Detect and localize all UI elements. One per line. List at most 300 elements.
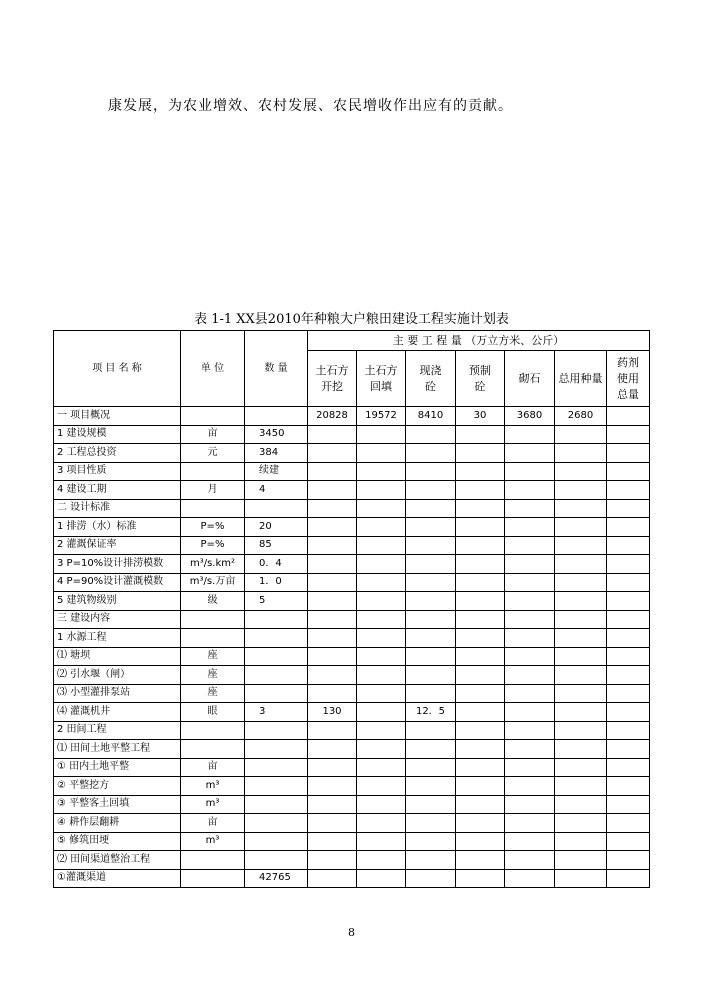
row-value bbox=[456, 518, 505, 537]
row-name: ⑵ 田间渠道整治工程 bbox=[54, 851, 181, 870]
row-value bbox=[357, 647, 406, 666]
row-value bbox=[357, 518, 406, 537]
row-name: ⑴ 塘坝 bbox=[54, 647, 181, 666]
row-unit bbox=[181, 407, 245, 426]
row-quantity: 384 bbox=[245, 444, 308, 463]
row-value bbox=[357, 851, 406, 870]
row-value bbox=[505, 666, 555, 685]
row-name: ① 田内土地平整 bbox=[54, 758, 181, 777]
row-value bbox=[505, 610, 555, 629]
row-value bbox=[555, 444, 607, 463]
row-value bbox=[406, 592, 456, 611]
row-unit: 元 bbox=[181, 444, 245, 463]
row-value bbox=[357, 666, 406, 685]
row-value: 3680 bbox=[505, 407, 555, 426]
row-value bbox=[357, 610, 406, 629]
row-quantity: 3450 bbox=[245, 425, 308, 444]
row-unit: 月 bbox=[181, 481, 245, 500]
table-row bbox=[54, 647, 650, 666]
row-value bbox=[456, 869, 505, 888]
row-value bbox=[607, 629, 650, 648]
row-value bbox=[555, 777, 607, 796]
table-row bbox=[54, 573, 650, 592]
row-value bbox=[456, 795, 505, 814]
row-value bbox=[505, 869, 555, 888]
row-unit bbox=[181, 462, 245, 481]
row-value bbox=[406, 462, 456, 481]
row-quantity bbox=[245, 777, 308, 796]
row-value bbox=[308, 832, 357, 851]
row-value bbox=[406, 684, 456, 703]
row-value bbox=[555, 869, 607, 888]
row-value bbox=[456, 573, 505, 592]
row-value bbox=[357, 499, 406, 518]
row-value bbox=[505, 462, 555, 481]
row-name: 3 项目性质 bbox=[54, 462, 181, 481]
row-name: ①灌溉渠道 bbox=[54, 869, 181, 888]
row-value bbox=[357, 721, 406, 740]
table-row bbox=[54, 740, 650, 759]
row-value bbox=[357, 758, 406, 777]
row-value bbox=[308, 629, 357, 648]
row-value bbox=[505, 758, 555, 777]
table-row bbox=[54, 721, 650, 740]
row-value bbox=[505, 518, 555, 537]
row-value bbox=[456, 629, 505, 648]
row-name: 一 项目概况 bbox=[54, 407, 181, 426]
row-quantity bbox=[245, 814, 308, 833]
row-value bbox=[505, 814, 555, 833]
row-name: ② 平整挖方 bbox=[54, 777, 181, 796]
row-value bbox=[555, 851, 607, 870]
row-quantity: 20 bbox=[245, 518, 308, 537]
row-value bbox=[555, 629, 607, 648]
row-unit bbox=[181, 869, 245, 888]
row-value bbox=[505, 703, 555, 722]
row-value bbox=[406, 444, 456, 463]
row-value: 12．5 bbox=[406, 703, 456, 722]
row-value bbox=[308, 573, 357, 592]
row-value bbox=[555, 795, 607, 814]
row-value bbox=[607, 814, 650, 833]
row-value bbox=[456, 425, 505, 444]
row-value bbox=[308, 647, 357, 666]
row-name: ⑶ 小型灌排泵站 bbox=[54, 684, 181, 703]
table-row bbox=[54, 869, 650, 888]
row-quantity bbox=[245, 758, 308, 777]
row-quantity: 3 bbox=[245, 703, 308, 722]
row-value bbox=[406, 795, 456, 814]
row-value bbox=[456, 444, 505, 463]
table-row bbox=[54, 425, 650, 444]
row-unit: m³ bbox=[181, 832, 245, 851]
row-value bbox=[555, 703, 607, 722]
table-row bbox=[54, 666, 650, 685]
row-value bbox=[406, 814, 456, 833]
row-value bbox=[308, 721, 357, 740]
header-subcol: 砌石 bbox=[505, 351, 555, 407]
table-row bbox=[54, 462, 650, 481]
table-row bbox=[54, 832, 650, 851]
row-value bbox=[456, 703, 505, 722]
row-value bbox=[607, 462, 650, 481]
row-value bbox=[357, 444, 406, 463]
row-value bbox=[555, 536, 607, 555]
row-value bbox=[456, 814, 505, 833]
row-value bbox=[357, 481, 406, 500]
row-value bbox=[505, 721, 555, 740]
row-value bbox=[456, 647, 505, 666]
row-value bbox=[555, 610, 607, 629]
table-row bbox=[54, 536, 650, 555]
row-value bbox=[308, 814, 357, 833]
row-quantity: 1．0 bbox=[245, 573, 308, 592]
row-value bbox=[607, 407, 650, 426]
row-value bbox=[308, 555, 357, 574]
row-value bbox=[357, 832, 406, 851]
row-value bbox=[308, 869, 357, 888]
row-value bbox=[456, 499, 505, 518]
row-unit: P=% bbox=[181, 536, 245, 555]
row-unit: 眼 bbox=[181, 703, 245, 722]
row-value bbox=[607, 499, 650, 518]
row-value bbox=[406, 610, 456, 629]
row-value bbox=[607, 536, 650, 555]
row-unit bbox=[181, 721, 245, 740]
row-value bbox=[555, 425, 607, 444]
row-value bbox=[406, 740, 456, 759]
row-value bbox=[308, 740, 357, 759]
row-quantity: 续建 bbox=[245, 462, 308, 481]
row-value bbox=[505, 851, 555, 870]
header-subcol: 总用种量 bbox=[555, 351, 607, 407]
row-value: 8410 bbox=[406, 407, 456, 426]
row-value bbox=[505, 425, 555, 444]
table-row bbox=[54, 499, 650, 518]
row-value bbox=[456, 832, 505, 851]
row-name: ④ 耕作层翻耕 bbox=[54, 814, 181, 833]
row-value bbox=[357, 703, 406, 722]
row-value bbox=[456, 555, 505, 574]
row-value bbox=[406, 425, 456, 444]
row-unit: m³ bbox=[181, 795, 245, 814]
row-value bbox=[456, 851, 505, 870]
row-value bbox=[555, 555, 607, 574]
table-row bbox=[54, 703, 650, 722]
row-value: 20828 bbox=[308, 407, 357, 426]
row-quantity bbox=[245, 851, 308, 870]
row-value bbox=[505, 573, 555, 592]
row-name: ⑵ 引水堰（闸） bbox=[54, 666, 181, 685]
intro-paragraph: 康发展，为农业增效、农村发展、农民增收作出应有的贡献。 bbox=[108, 98, 513, 114]
row-quantity bbox=[245, 629, 308, 648]
row-value bbox=[555, 814, 607, 833]
table-row bbox=[54, 795, 650, 814]
row-quantity bbox=[245, 407, 308, 426]
row-unit: 亩 bbox=[181, 814, 245, 833]
row-quantity bbox=[245, 740, 308, 759]
row-value bbox=[607, 573, 650, 592]
row-unit: 座 bbox=[181, 647, 245, 666]
row-name: 2 工程总投资 bbox=[54, 444, 181, 463]
row-value bbox=[406, 573, 456, 592]
row-value bbox=[308, 777, 357, 796]
row-name: 1 水源工程 bbox=[54, 629, 181, 648]
row-quantity bbox=[245, 666, 308, 685]
row-value bbox=[406, 536, 456, 555]
row-value bbox=[308, 536, 357, 555]
table-row bbox=[54, 629, 650, 648]
row-value bbox=[555, 481, 607, 500]
row-value bbox=[357, 555, 406, 574]
row-unit: P=% bbox=[181, 518, 245, 537]
row-value bbox=[555, 666, 607, 685]
row-value bbox=[456, 592, 505, 611]
row-unit: 座 bbox=[181, 684, 245, 703]
table-row bbox=[54, 592, 650, 611]
row-value bbox=[308, 666, 357, 685]
row-value bbox=[456, 462, 505, 481]
row-value bbox=[357, 536, 406, 555]
row-value bbox=[505, 555, 555, 574]
row-value bbox=[456, 536, 505, 555]
row-value: 130 bbox=[308, 703, 357, 722]
table-row bbox=[54, 758, 650, 777]
row-value bbox=[406, 481, 456, 500]
row-value bbox=[555, 740, 607, 759]
row-value bbox=[308, 851, 357, 870]
row-value bbox=[456, 740, 505, 759]
row-value bbox=[308, 518, 357, 537]
row-name: 4 建设工期 bbox=[54, 481, 181, 500]
row-value bbox=[607, 444, 650, 463]
row-value bbox=[357, 777, 406, 796]
row-value bbox=[607, 647, 650, 666]
row-value bbox=[505, 629, 555, 648]
row-value bbox=[308, 684, 357, 703]
table-row bbox=[54, 851, 650, 870]
row-value bbox=[505, 481, 555, 500]
row-value bbox=[505, 832, 555, 851]
row-quantity bbox=[245, 721, 308, 740]
table-row bbox=[54, 814, 650, 833]
row-unit bbox=[181, 740, 245, 759]
row-value bbox=[607, 703, 650, 722]
row-value bbox=[505, 777, 555, 796]
row-name: ③ 平整客土回填 bbox=[54, 795, 181, 814]
table-row bbox=[54, 444, 650, 463]
row-value bbox=[456, 610, 505, 629]
row-name: 二 设计标准 bbox=[54, 499, 181, 518]
row-value: 2680 bbox=[555, 407, 607, 426]
row-value bbox=[607, 518, 650, 537]
table-row bbox=[54, 407, 650, 426]
row-quantity bbox=[245, 499, 308, 518]
row-value bbox=[406, 832, 456, 851]
row-value bbox=[607, 592, 650, 611]
row-value bbox=[357, 592, 406, 611]
row-value bbox=[406, 666, 456, 685]
row-value bbox=[555, 518, 607, 537]
row-value bbox=[607, 610, 650, 629]
row-value bbox=[607, 740, 650, 759]
row-value bbox=[607, 795, 650, 814]
row-value bbox=[406, 629, 456, 648]
row-quantity: 85 bbox=[245, 536, 308, 555]
row-value bbox=[308, 481, 357, 500]
page-number: 8 bbox=[348, 926, 355, 939]
row-name: 5 建筑物级别 bbox=[54, 592, 181, 611]
table-row bbox=[54, 684, 650, 703]
row-name: ⑤ 修筑田埂 bbox=[54, 832, 181, 851]
row-value bbox=[406, 758, 456, 777]
row-value bbox=[406, 851, 456, 870]
row-value bbox=[406, 518, 456, 537]
row-value bbox=[456, 721, 505, 740]
row-name: 2 灌溉保证率 bbox=[54, 536, 181, 555]
row-value bbox=[607, 869, 650, 888]
header-subcol: 预制砼 bbox=[456, 351, 505, 407]
row-value bbox=[555, 573, 607, 592]
row-value bbox=[308, 758, 357, 777]
row-name: 1 排涝（水）标准 bbox=[54, 518, 181, 537]
row-quantity bbox=[245, 795, 308, 814]
row-value bbox=[308, 462, 357, 481]
row-value bbox=[505, 684, 555, 703]
row-value bbox=[456, 666, 505, 685]
row-value bbox=[357, 573, 406, 592]
row-value bbox=[555, 721, 607, 740]
row-quantity: 4 bbox=[245, 481, 308, 500]
row-unit: 座 bbox=[181, 666, 245, 685]
row-quantity bbox=[245, 610, 308, 629]
row-value bbox=[607, 684, 650, 703]
row-value bbox=[607, 721, 650, 740]
row-value bbox=[607, 832, 650, 851]
row-value bbox=[456, 684, 505, 703]
row-unit bbox=[181, 499, 245, 518]
row-value bbox=[505, 647, 555, 666]
row-value bbox=[357, 795, 406, 814]
row-value bbox=[555, 462, 607, 481]
table-row bbox=[54, 777, 650, 796]
table-row bbox=[54, 481, 650, 500]
row-value bbox=[308, 592, 357, 611]
table-row bbox=[54, 518, 650, 537]
row-value bbox=[505, 795, 555, 814]
row-unit: m³/s.km² bbox=[181, 555, 245, 574]
row-value bbox=[406, 721, 456, 740]
row-value bbox=[555, 758, 607, 777]
row-value bbox=[357, 684, 406, 703]
row-name: ⑴ 田间土地平整工程 bbox=[54, 740, 181, 759]
row-name: 1 建设规模 bbox=[54, 425, 181, 444]
row-value: 30 bbox=[456, 407, 505, 426]
header-name: 项 目 名 称 bbox=[54, 331, 181, 407]
row-value: 19572 bbox=[357, 407, 406, 426]
row-value bbox=[555, 832, 607, 851]
row-value bbox=[555, 592, 607, 611]
row-value bbox=[505, 444, 555, 463]
row-quantity bbox=[245, 832, 308, 851]
row-value bbox=[357, 814, 406, 833]
header-subcol: 药剂使用总量 bbox=[607, 351, 650, 407]
row-value bbox=[607, 777, 650, 796]
row-value bbox=[607, 851, 650, 870]
header-subcol: 土石方开挖 bbox=[308, 351, 357, 407]
row-unit bbox=[181, 851, 245, 870]
row-value bbox=[406, 555, 456, 574]
row-value bbox=[607, 481, 650, 500]
table-row bbox=[54, 555, 650, 574]
row-quantity bbox=[245, 647, 308, 666]
row-unit: 亩 bbox=[181, 425, 245, 444]
row-unit: m³ bbox=[181, 777, 245, 796]
row-name: ⑷ 灌溉机井 bbox=[54, 703, 181, 722]
row-value bbox=[308, 444, 357, 463]
header-quantity: 数 量 bbox=[245, 331, 308, 407]
row-value bbox=[308, 795, 357, 814]
row-name: 2 田间工程 bbox=[54, 721, 181, 740]
row-value bbox=[357, 462, 406, 481]
row-quantity: 42765 bbox=[245, 869, 308, 888]
row-name: 3 P=10%设计排涝模数 bbox=[54, 555, 181, 574]
row-value bbox=[406, 777, 456, 796]
row-value bbox=[505, 536, 555, 555]
table-caption: 表 1-1 XX县2010年种粮大户粮田建设工程实施计划表 bbox=[194, 312, 509, 327]
row-value bbox=[456, 481, 505, 500]
row-unit bbox=[181, 629, 245, 648]
row-value bbox=[357, 869, 406, 888]
header-group: 主 要 工 程 量 （万立方米、公斤） bbox=[308, 331, 650, 351]
row-value bbox=[357, 629, 406, 648]
row-value bbox=[357, 740, 406, 759]
row-value bbox=[456, 777, 505, 796]
row-value bbox=[607, 758, 650, 777]
row-value bbox=[555, 684, 607, 703]
row-value bbox=[456, 758, 505, 777]
row-value bbox=[406, 869, 456, 888]
header-subcol: 现浇砼 bbox=[406, 351, 456, 407]
row-name: 4 P=90%设计灌溉模数 bbox=[54, 573, 181, 592]
row-unit: m³/s.万亩 bbox=[181, 573, 245, 592]
row-value bbox=[406, 647, 456, 666]
row-value bbox=[607, 666, 650, 685]
row-quantity bbox=[245, 684, 308, 703]
table-row bbox=[54, 610, 650, 629]
row-value bbox=[505, 499, 555, 518]
row-name: 三 建设内容 bbox=[54, 610, 181, 629]
row-value bbox=[555, 647, 607, 666]
row-value bbox=[308, 499, 357, 518]
row-value bbox=[308, 610, 357, 629]
row-value bbox=[607, 555, 650, 574]
plan-table bbox=[53, 330, 650, 888]
row-unit: 级 bbox=[181, 592, 245, 611]
row-unit: 亩 bbox=[181, 758, 245, 777]
header-subcol: 土石方回填 bbox=[357, 351, 406, 407]
row-value bbox=[308, 425, 357, 444]
row-quantity: 0．4 bbox=[245, 555, 308, 574]
row-value bbox=[505, 592, 555, 611]
row-value bbox=[406, 499, 456, 518]
row-value bbox=[357, 425, 406, 444]
row-unit bbox=[181, 610, 245, 629]
row-value bbox=[555, 499, 607, 518]
row-value bbox=[607, 425, 650, 444]
row-quantity: 5 bbox=[245, 592, 308, 611]
row-value bbox=[505, 740, 555, 759]
